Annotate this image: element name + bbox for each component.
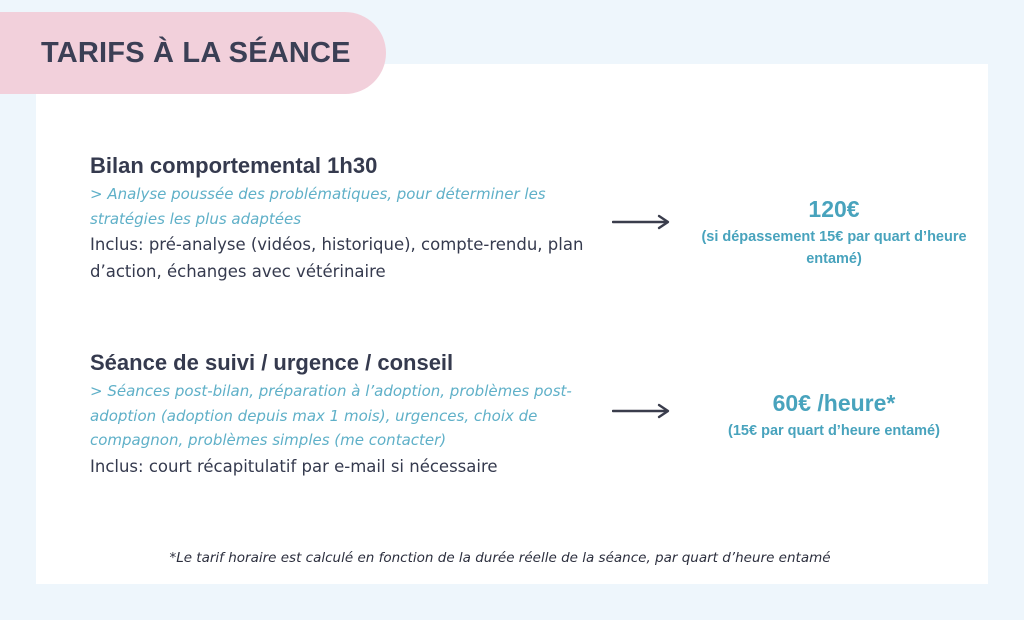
section-description: > Séances post-bilan, préparation à l’adoption, problèmes post-adoption (adoption depuis max 1 mois), urgences, choix de compagnon, problèmes simples (me contacter) <box>90 382 572 449</box>
price-note: (15€ par quart d’heure entamé) <box>728 423 940 439</box>
price-block-bilan <box>690 194 978 270</box>
section-included: Inclus: court récapitulatif par e-mail si nécessaire <box>90 456 498 476</box>
arrow-right-icon <box>612 403 670 419</box>
section-description: > Analyse poussée des problématiques, pour déterminer les stratégies les plus adaptées <box>90 185 546 228</box>
price-note: (si dépassement 15€ par quart d’heure entamé) <box>701 229 967 267</box>
page-title: TARIFS À LA SÉANCE <box>41 37 351 69</box>
pricing-card <box>36 64 988 584</box>
footnote: *Le tarif horaire est calculé en fonction de la durée réelle de la séance, par quart d’heure entamé <box>169 550 831 566</box>
price-value: 60€ /heure* <box>772 390 896 416</box>
section-title: Bilan comportemental 1h30 <box>90 153 378 178</box>
section-included: Inclus: pré-analyse (vidéos, historique), compte-rendu, plan d’action, échanges avec vétérinaire <box>90 235 584 281</box>
section-title: Séance de suivi / urgence / conseil <box>90 350 454 375</box>
price-block-suivi <box>690 388 978 442</box>
arrow-right-icon <box>612 214 670 230</box>
pricing-section-bilan <box>90 151 610 285</box>
pricing-section-suivi <box>90 348 610 480</box>
price-value: 120€ <box>808 196 860 222</box>
